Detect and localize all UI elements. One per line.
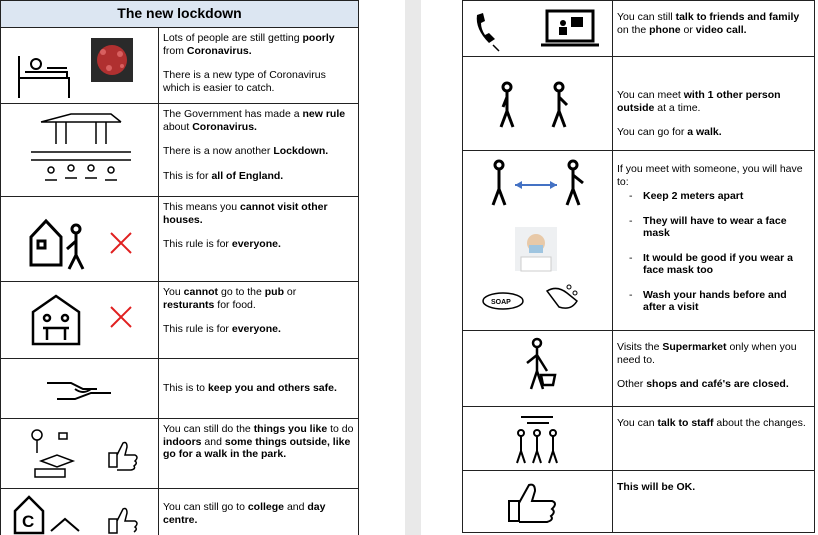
row-supermarket-picture <box>463 331 613 407</box>
shopping-basket-icon <box>463 331 613 407</box>
group-talking-icon <box>463 407 613 471</box>
row-college-text: You can still go to college and day centre. <box>159 489 359 535</box>
parliament-icon <box>1 104 159 197</box>
page-right <box>421 0 818 535</box>
row-activities-text: You can still do the things you like to do indoors and some things outside, like go for a walk in the park. <box>159 419 359 489</box>
page-title: The new lockdown <box>1 1 359 28</box>
row-ok-text: This will be OK. <box>613 471 815 533</box>
row-sick-pictures <box>1 28 159 104</box>
row-safe-text: This is to keep you and others safe. <box>159 359 359 419</box>
row-meet-text: You can meet with 1 other person outside at a time. You can go for a walk. <box>613 57 815 151</box>
row-safe-picture <box>1 359 159 419</box>
row-staff-text: You can talk to staff about the changes. <box>613 407 815 471</box>
soap-label: SOAP <box>491 299 511 306</box>
college-letter: C <box>22 512 35 531</box>
row-staff-picture <box>463 407 613 471</box>
rule-item: - They will have to wear a face mask <box>617 215 810 240</box>
row-no-visit-text: This means you cannot visit other houses. This rule is for everyone. <box>159 197 359 282</box>
house-visit-icon <box>1 197 159 282</box>
restaurant-icon <box>1 282 159 359</box>
row-government-picture <box>1 104 159 197</box>
row-no-pub-pictures <box>1 282 159 359</box>
rule-item: - Keep 2 meters apart <box>617 190 810 203</box>
row-supermarket-text: Visits the Supermarket only when you need to. Other shops and café's are closed. <box>613 331 815 407</box>
row-no-pub-text: You cannot go to the pub or resturants for food. This rule is for everyone. <box>159 282 359 359</box>
row-activities-pictures <box>1 419 159 489</box>
two-people-walking-icon <box>463 57 613 151</box>
rules-list <box>617 190 810 314</box>
row-rules-pictures <box>463 151 613 331</box>
phone-icon <box>463 1 613 57</box>
row-call-text: You can still talk to friends and family on the phone or video call. <box>613 1 815 57</box>
row-college-pictures <box>1 489 159 535</box>
row-government-text: The Government has made a new rule about Coronavirus. There is a now another Lockdown. This is for all of England. <box>159 104 359 197</box>
row-no-visit-pictures <box>1 197 159 282</box>
rules-intro: If you meet with someone, you will have to: <box>617 163 803 188</box>
sick-in-bed-icon <box>1 28 159 104</box>
row-call-pictures <box>463 1 613 57</box>
right-table <box>462 0 815 533</box>
rule-item: - It would be good if you wear a face mask too <box>617 252 810 277</box>
handshake-icon <box>1 359 159 419</box>
rule-item: - Wash your hands before and after a visit <box>617 289 810 314</box>
activities-icon <box>1 419 159 489</box>
row-meet-pictures <box>463 57 613 151</box>
page-left <box>0 0 405 535</box>
thumbs-up-icon <box>463 471 613 533</box>
row-ok-picture <box>463 471 613 533</box>
distance-icon <box>463 151 613 331</box>
left-table <box>0 0 359 535</box>
row-sick-text: Lots of people are still getting poorly from Coronavirus. There is a new type of Coronavirus which is easier to catch. <box>159 28 359 104</box>
row-rules-text <box>613 151 815 331</box>
college-icon <box>1 489 159 535</box>
